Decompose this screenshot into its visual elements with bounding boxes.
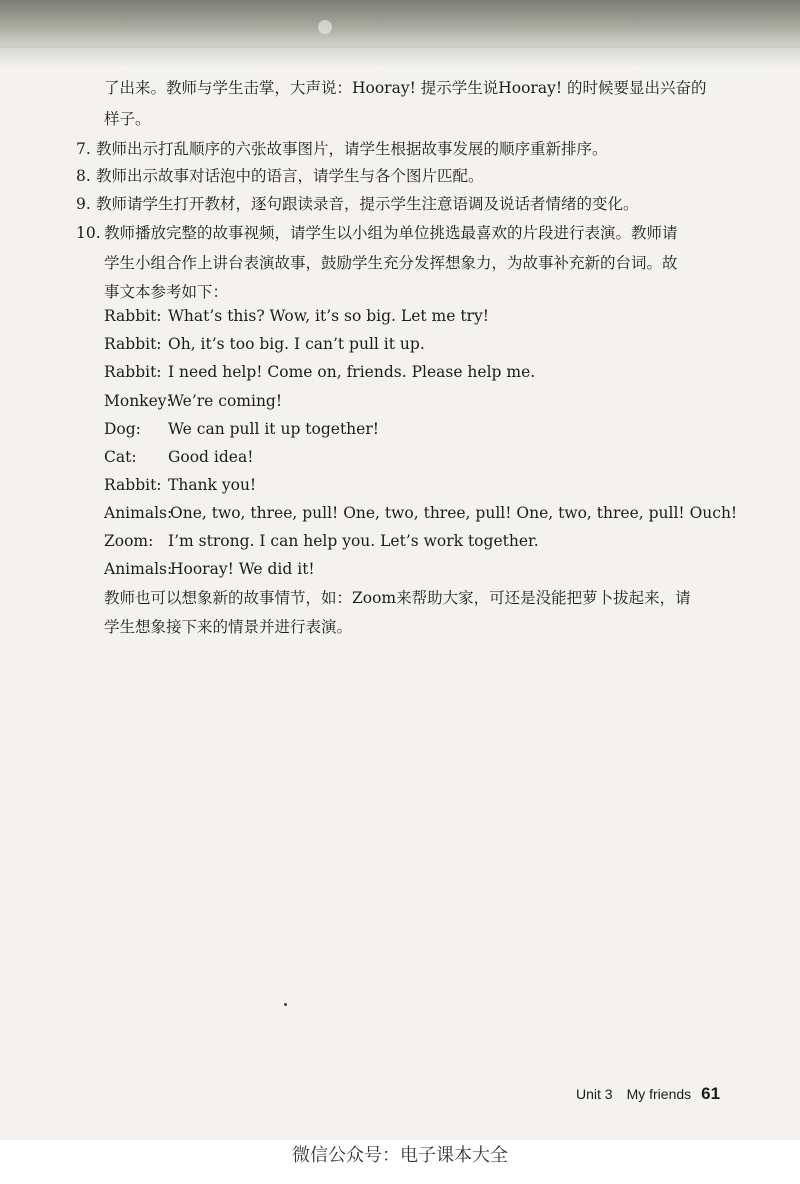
dialogue-line: We’re coming! xyxy=(168,392,283,410)
decoration-dot xyxy=(318,20,332,34)
dialogue-speaker: Monkey: xyxy=(104,392,172,410)
dialogue-speaker: Zoom: xyxy=(104,532,154,550)
closing-paragraph-line: 教师也可以想象新的故事情节，如：Zoom来帮助大家，可还是没能把萝卜拔起来，请 xyxy=(104,589,691,607)
page-number: 61 xyxy=(701,1084,721,1103)
item-number-8: 8. xyxy=(76,167,91,185)
item-number-7: 7. xyxy=(76,140,91,158)
item-10-line: 教师播放完整的故事视频，请学生以小组为单位挑选最喜欢的片段进行表演。教师请 xyxy=(104,224,678,242)
dialogue-speaker: Cat: xyxy=(104,448,137,466)
top-illustration-band xyxy=(0,0,800,48)
dialogue-speaker: Rabbit: xyxy=(104,476,162,494)
dialogue-line: I need help! Come on, friends. Please help me. xyxy=(168,363,536,381)
dialogue-speaker: Rabbit: xyxy=(104,307,162,325)
dialogue-line: Oh, it’s too big. I can’t pull it up. xyxy=(168,335,425,353)
page-footer xyxy=(576,1084,720,1104)
item-9-text: 教师请学生打开教材，逐句跟读录音，提示学生注意语调及说话者情绪的变化。 xyxy=(96,195,639,213)
dialogue-line: Thank you! xyxy=(168,476,257,494)
item-number-9: 9. xyxy=(76,195,91,213)
dialogue-line: What’s this? Wow, it’s so big. Let me try! xyxy=(168,307,489,325)
dialogue-speaker: Dog: xyxy=(104,420,141,438)
dialogue-speaker: Rabbit: xyxy=(104,335,162,353)
footer-unit: Unit 3 xyxy=(576,1086,613,1102)
item-8-text: 教师出示故事对话泡中的语言，请学生与各个图片匹配。 xyxy=(96,167,484,185)
item-number-10: 10. xyxy=(76,224,101,242)
dialogue-line: I’m strong. I can help you. Let’s work together. xyxy=(168,532,539,550)
dialogue-line: Hooray! We did it! xyxy=(170,560,315,578)
item-10-line: 事文本参考如下： xyxy=(104,283,229,301)
dialogue-line: Good idea! xyxy=(168,448,254,466)
footer-title: My friends xyxy=(626,1086,692,1102)
watermark-caption: 微信公众号：电子课本大全 xyxy=(292,1145,508,1166)
item-10-line: 学生小组合作上讲台表演故事，鼓励学生充分发挥想象力，为故事补充新的台词。故 xyxy=(104,254,678,272)
paragraph-line: 了出来。教师与学生击掌，大声说：Hooray! 提示学生说Hooray! 的时候要显出兴奋的 xyxy=(104,79,707,97)
dialogue-speaker: Rabbit: xyxy=(104,363,162,381)
dialogue-speaker: Animals: xyxy=(104,504,173,522)
item-7-text: 教师出示打乱顺序的六张故事图片，请学生根据故事发展的顺序重新排序。 xyxy=(96,140,608,158)
ink-dot xyxy=(284,1003,287,1006)
dialogue-line: We can pull it up together! xyxy=(168,420,379,438)
closing-paragraph-line: 学生想象接下来的情景并进行表演。 xyxy=(104,618,353,636)
dialogue-line: One, two, three, pull! One, two, three, pull! One, two, three, pull! Ouch! xyxy=(170,504,738,522)
dialogue-speaker: Animals: xyxy=(104,560,173,578)
paragraph-line: 样子。 xyxy=(104,110,151,128)
